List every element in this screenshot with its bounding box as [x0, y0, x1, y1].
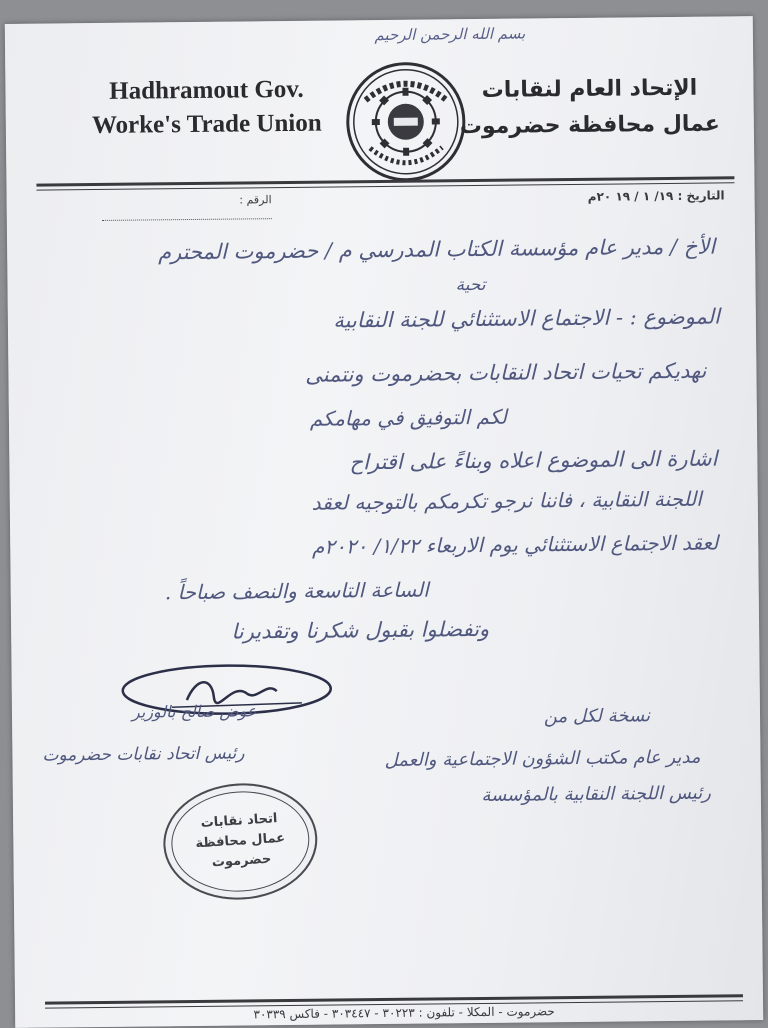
copy-to-label: نسخة لكل من: [543, 705, 651, 728]
stamp-line-2: عمال محافظة: [195, 830, 286, 852]
letterhead-arabic: [449, 70, 730, 145]
date-field: [588, 188, 725, 203]
basmala: بسم الله الرحمن الرحيم: [374, 24, 526, 45]
letterhead-english: [61, 72, 352, 143]
body-line-4: اللجنة النقابية ، فاننا نرجو تكرمكم بالتوجيه لعقد: [311, 486, 702, 515]
date-value: ١٩/ ١ / ١٩ ٢٠م: [587, 188, 674, 204]
footer-contact: حضرموت - المكلا - تلفون : ٣٠٢٢٣ - ٣٠٣٤٤٧ - فاكس ٣٠٣٣٩: [253, 1004, 555, 1022]
signatory-title: رئيس اتحاد نقابات حضرموت: [42, 743, 245, 766]
body-line-5: لعقد الاجتماع الاستثنائي يوم الاربعاء ١/٢٢/ ٢٠٢٠م: [311, 530, 719, 559]
greeting-line: تحية: [455, 274, 486, 296]
number-label: الرقم :: [239, 193, 272, 207]
body-line-7: وتفضلوا بقبول شكرنا وتقديرنا: [231, 616, 490, 644]
date-label: التاريخ :: [677, 188, 725, 203]
recipient-line: الأخ / مدير عام مؤسسة الكتاب المدرسي م / حضرموت المحترم: [157, 234, 716, 265]
number-blank: [102, 218, 272, 221]
copy-to-line-2: رئيس اللجنة النقابية بالمؤسسة: [481, 782, 711, 806]
letterhead-arabic-line2: عمال محافظة حضرموت: [459, 111, 721, 140]
body-line-2: لكم التوفيق في مهامكم: [309, 404, 508, 431]
letterhead-english-line2: Worke's Trade Union: [91, 109, 322, 140]
stamp-line-3: حضرموت: [211, 851, 272, 871]
body-line-3: اشارة الى الموضوع اعلاه وبناءً على اقتراح: [349, 446, 718, 475]
subject-line: الموضوع : - الاجتماع الاستثنائي للجنة النقابية: [333, 304, 720, 333]
copy-to-line-1: مدير عام مكتب الشؤون الاجتماعية والعمل: [384, 746, 701, 772]
union-stamp: [160, 779, 321, 904]
reference-number-field: [67, 193, 272, 221]
signatory-name: عوض صالح بالوزير: [131, 701, 257, 722]
body-line-6: الساعة التاسعة والنصف صباحاً .: [164, 577, 429, 605]
document-page: [5, 16, 763, 1028]
stamp-line-1: اتحاد نقابات: [200, 811, 278, 831]
letterhead-english-line1: Hadhramout Gov.: [109, 75, 304, 105]
letterhead-arabic-line1: الإتحاد العام لنقابات: [481, 75, 698, 103]
body-line-1: نهديكم تحيات اتحاد النقابات بحضرموت ونتمنى: [305, 358, 707, 387]
